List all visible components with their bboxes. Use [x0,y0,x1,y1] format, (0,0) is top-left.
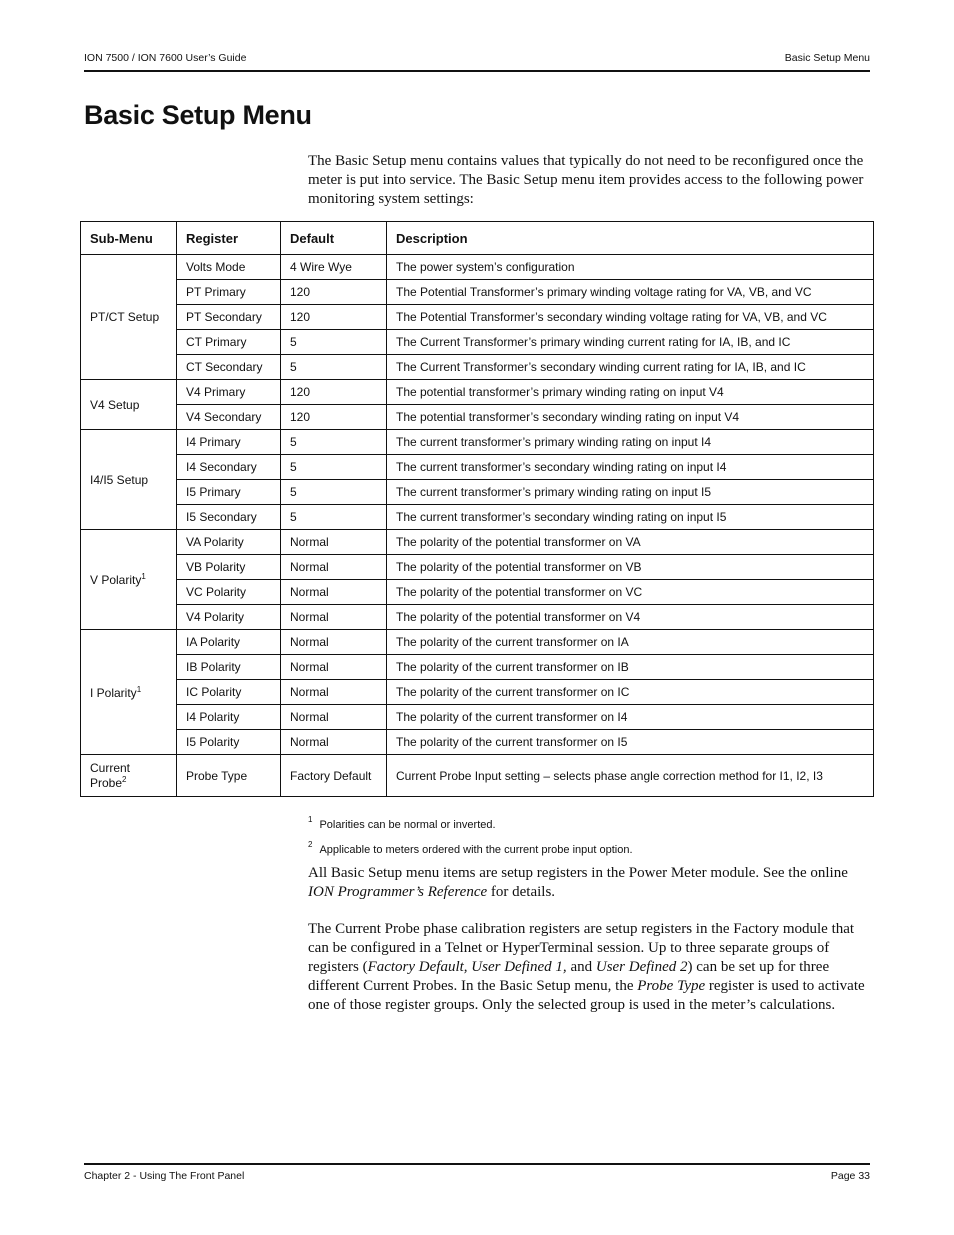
para-text: register is used to activate one of those register groups. Only the selected group is used in the meter’s calculations. [308,978,865,1013]
footnote-mark: 1 [308,815,313,824]
register-cell: V4 Secondary [177,405,281,430]
column-header-description: Description [387,222,874,255]
description-cell: The polarity of the potential transformer on VC [387,580,874,605]
para-text: All Basic Setup menu items are setup registers in the Power Meter module. See the online [308,865,848,881]
table-row [81,255,874,280]
page-header [84,52,870,72]
register-cell: Volts Mode [177,255,281,280]
default-cell: 120 [281,280,387,305]
register-group-names: Factory Default, User Defined 1, [367,959,567,975]
register-cell: I4 Secondary [177,455,281,480]
default-cell: 120 [281,405,387,430]
description-cell: The power system’s configuration [387,255,874,280]
footnote-mark: 2 [308,840,313,849]
default-cell: 5 [281,430,387,455]
default-cell: Normal [281,605,387,630]
footnote-ref: 1 [136,684,142,694]
table-row [81,630,874,655]
submenu-label: I4/I5 Setup [90,472,149,487]
table-row [81,505,874,530]
column-header-submenu: Sub-Menu [81,222,177,255]
footnote-ref: 1 [141,572,146,581]
power-meter-paragraph [308,864,870,902]
footer-page-number: Page 33 [830,1170,870,1182]
description-cell: The Current Transformer’s primary winding current rating for IA, IB, and IC [387,330,874,355]
register-cell: IC Polarity [177,680,281,705]
page-footer [84,1163,870,1187]
footnote-text: Applicable to meters ordered with the current probe input option. [319,844,633,856]
table-row [81,530,874,555]
description-cell: The polarity of the potential transformer on VB [387,555,874,580]
table-row [81,430,874,455]
table-row [81,380,874,405]
register-cell: Probe Type [177,755,281,797]
header-guide-title: ION 7500 / ION 7600 User’s Guide [84,52,247,64]
description-cell: The Potential Transformer’s secondary winding voltage rating for VA, VB, and VC [387,305,874,330]
submenu-label: V Polarity [90,573,142,587]
default-cell: Normal [281,680,387,705]
table-row [81,580,874,605]
register-cell: CT Primary [177,330,281,355]
submenu-cell [81,380,177,430]
default-cell: Normal [281,555,387,580]
submenu-label: V4 Setup [90,397,140,412]
table-row [81,405,874,430]
column-header-register: Register [177,222,281,255]
footer-chapter: Chapter 2 - Using The Front Panel [84,1170,245,1182]
register-cell: V4 Polarity [177,605,281,630]
para-text: and [566,959,596,975]
description-cell: The polarity of the current transformer on I4 [387,705,874,730]
header-section-title: Basic Setup Menu [784,52,870,64]
default-cell: Normal [281,530,387,555]
default-cell: Factory Default [281,755,387,797]
page-title: Basic Setup Menu [84,100,312,130]
table-header-row [81,222,874,255]
register-cell: I4 Primary [177,430,281,455]
footnote-text: Polarities can be normal or inverted. [319,819,496,831]
table-row [81,455,874,480]
register-cell: VC Polarity [177,580,281,605]
description-cell: The polarity of the potential transformer on VA [387,530,874,555]
register-cell: IA Polarity [177,630,281,655]
submenu-label: I Polarity [90,685,137,700]
description-cell: The current transformer’s secondary winding rating on input I4 [387,455,874,480]
basic-setup-table [80,221,874,797]
reference-title: ION Programmer’s Reference [308,884,488,900]
default-cell: 5 [281,355,387,380]
description-cell: The current transformer’s secondary winding rating on input I5 [387,505,874,530]
table-row [81,480,874,505]
register-cell: IB Polarity [177,655,281,680]
table-row [81,705,874,730]
default-cell: Normal [281,630,387,655]
submenu-label: PT/CT Setup [90,310,160,324]
register-cell: I5 Polarity [177,730,281,755]
column-header-default: Default [281,222,387,255]
submenu-cell [81,530,177,630]
para-text: for details. [487,884,556,900]
default-cell: Normal [281,580,387,605]
description-cell: The polarity of the current transformer on IC [387,680,874,705]
description-cell: The polarity of the potential transformer on V4 [387,605,874,630]
register-name: Probe Type [637,978,706,994]
description-cell: The potential transformer’s secondary winding rating on input V4 [387,405,874,430]
submenu-cell [81,255,177,380]
table-row [81,355,874,380]
table-row [81,655,874,680]
register-cell: CT Secondary [177,355,281,380]
submenu-label: Current Probe [90,761,131,790]
para-text: The Current Probe phase calibration registers are setup registers in the Factory module that can be configured in a Telnet or HyperTerminal session. Up to three separate groups of registers ( [308,921,855,975]
default-cell: 120 [281,305,387,330]
description-cell: The polarity of the current transformer on IA [387,630,874,655]
description-cell: The Potential Transformer’s primary winding voltage rating for VA, VB, and VC [387,280,874,305]
table-row [81,330,874,355]
para-text: ) can be set up for three different Current Probes. In the Basic Setup menu, the [308,959,830,994]
register-cell: PT Secondary [177,305,281,330]
default-cell: Normal [281,730,387,755]
current-probe-paragraph [308,920,870,1015]
default-cell: 5 [281,505,387,530]
footnote [308,810,633,835]
description-cell: The Current Transformer’s secondary winding current rating for IA, IB, and IC [387,355,874,380]
table-row [81,755,874,797]
register-cell: VA Polarity [177,530,281,555]
description-cell: Current Probe Input setting – selects phase angle correction method for I1, I2, I3 [387,755,874,797]
register-cell: I5 Primary [177,480,281,505]
register-cell: PT Primary [177,280,281,305]
table-row [81,280,874,305]
description-cell: The current transformer’s primary winding rating on input I4 [387,430,874,455]
footnotes [308,810,633,860]
register-cell: I5 Secondary [177,505,281,530]
register-cell: VB Polarity [177,555,281,580]
default-cell: 120 [281,380,387,405]
table-row [81,555,874,580]
footnote-ref: 2 [122,775,127,784]
description-cell: The polarity of the current transformer on I5 [387,730,874,755]
description-cell: The polarity of the current transformer on IB [387,655,874,680]
footnote [308,835,633,860]
default-cell: Normal [281,655,387,680]
default-cell: 4 Wire Wye [281,255,387,280]
submenu-cell [81,630,177,755]
default-cell: Normal [281,705,387,730]
table-row [81,730,874,755]
default-cell: 5 [281,480,387,505]
table-row [81,605,874,630]
default-cell: 5 [281,455,387,480]
table-body [81,255,874,797]
register-cell: V4 Primary [177,380,281,405]
register-cell: I4 Polarity [177,705,281,730]
table-row [81,305,874,330]
table-row [81,680,874,705]
default-cell: 5 [281,330,387,355]
description-cell: The current transformer’s primary winding rating on input I5 [387,480,874,505]
submenu-cell [81,430,177,530]
submenu-cell [81,755,177,797]
register-group-name: User Defined 2 [595,959,688,975]
description-cell: The potential transformer’s primary winding rating on input V4 [387,380,874,405]
intro-paragraph: The Basic Setup menu contains values that typically do not need to be reconfigured once the meter is put into service. The Basic Setup menu item provides access to the following power monitoring system settings: [308,153,864,207]
